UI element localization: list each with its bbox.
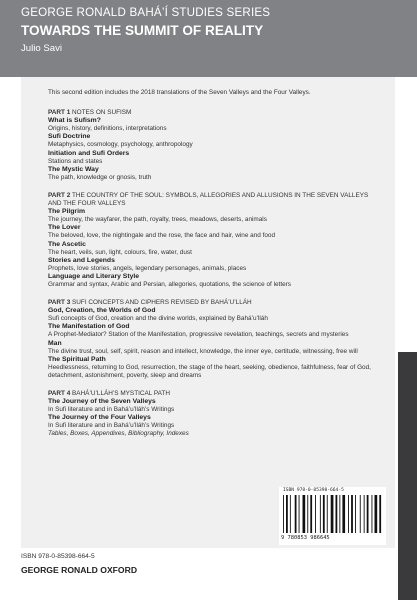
- barcode-box: [279, 487, 386, 545]
- part-heading: [48, 192, 383, 208]
- entry-description: Heedlessness, returning to God, resurrection, the stage of the heart, seeking, obedience, faithfulness, fear of God, detachment, astonishment, poverty, sleep and dreams: [48, 363, 371, 379]
- part-heading: [48, 299, 383, 307]
- book-title: TOWARDS THE SUMMIT OF REALITY: [21, 23, 264, 38]
- back-matter-note: Tables, Boxes, Appendixes, Bibliography, Indexes: [48, 430, 189, 438]
- entry-description: Grammar and syntax, Arabic and Persian, allegories, quotations, the science of letters: [48, 280, 291, 288]
- part-title: BAHÁ’U’LLÁH’S MYSTICAL PATH: [72, 390, 170, 397]
- entry-description: The path, knowledge or gnosis, truth: [48, 173, 152, 181]
- author-name: Julio Savi: [21, 43, 63, 54]
- cover-header-band: [0, 0, 417, 77]
- part-section: [48, 109, 383, 182]
- part-section: [48, 299, 383, 380]
- part-heading: [48, 109, 383, 117]
- entry-description: In Sufi literature and in Bahá’u’lláh’s Writings: [48, 406, 175, 414]
- entry-title: The Ascetic: [48, 240, 86, 248]
- part-number: PART 3: [48, 299, 71, 307]
- entry-title: Man: [48, 339, 62, 347]
- entry-title: The Spiritual Path: [48, 355, 106, 363]
- isbn-text: ISBN 978-0-85398-664-5: [21, 553, 95, 560]
- entry-description: Stations and states: [48, 157, 103, 165]
- entry-title: Language and Literary Style: [48, 272, 140, 280]
- part-number: PART 4: [48, 390, 71, 397]
- entry-title: God, Creation, the Worlds of God: [48, 307, 156, 315]
- entry-title: The Manifestation of God: [48, 323, 130, 331]
- part-title: SUFI CONCEPTS AND CIPHERS REVISED BY BAHÁ’U’LLÁH: [72, 299, 252, 307]
- entry-description: Prophets, love stories, angels, legendary personages, animals, places: [48, 264, 247, 272]
- part-number: PART 1: [48, 109, 71, 117]
- entry-description: Sufi concepts of God, creation and the divine worlds, explained by Bahá’u’lláh: [48, 315, 268, 323]
- entry-title: The Lover: [48, 224, 81, 232]
- part-title: NOTES ON SUFISM: [72, 109, 132, 117]
- part-number: PART 2: [48, 191, 71, 199]
- entry-title: The Pilgrim: [48, 208, 86, 216]
- part-section: [48, 390, 383, 430]
- entry-title: Stories and Legends: [48, 256, 115, 264]
- entry-description: In Sufi literature and in Bahá’u’lláh’s Writings: [48, 422, 175, 430]
- entry-description: Origins, history, definitions, interpretations: [48, 125, 167, 133]
- entry-title: Sufi Doctrine: [48, 133, 91, 141]
- spine-edge-bar: [398, 352, 417, 600]
- entry-description: Metaphysics, cosmology, psychology, anthropology: [48, 141, 193, 149]
- entry-title: The Mystic Way: [48, 165, 99, 173]
- barcode-icon: [283, 495, 382, 533]
- entry-title: What is Sufism?: [48, 117, 101, 125]
- entry-description: The heart, veils, sun, light, colours, fire, water, dust: [48, 248, 192, 256]
- entry-description: The beloved, love, the nightingale and the rose, the face and hair, wine and food: [48, 232, 276, 240]
- part-heading: [48, 390, 383, 398]
- entry-description: The journey, the wayfarer, the path, royalty, trees, meadows, deserts, animals: [48, 216, 267, 224]
- part-section: [48, 192, 383, 289]
- barcode-number: 9 780853 986645: [281, 535, 330, 541]
- contents-text: [48, 89, 383, 439]
- entry-title: Initiation and Sufi Orders: [48, 149, 130, 157]
- publisher-name: GEORGE RONALD OXFORD: [21, 565, 138, 575]
- entry-title: The Journey of the Seven Valleys: [48, 398, 156, 406]
- entry-description: A Prophet-Mediator? Station of the Manifestation, progressive revelation, teachings, secrets and mysteries: [48, 331, 349, 339]
- entry-description: The divine trust, soul, self, spirit, reason and intellect, knowledge, the inner eye, certitude, witnessing, free will: [48, 347, 358, 355]
- part-title: THE COUNTRY OF THE SOUL: SYMBOLS, ALLEGORIES AND ALLUSIONS IN THE SEVEN VALLEYS AND THE FOUR VALLEYS: [48, 191, 369, 208]
- series-title: GEORGE RONALD BAHÁ’Í STUDIES SERIES: [21, 6, 271, 19]
- entry-title: The Journey of the Four Valleys: [48, 414, 151, 422]
- barcode-isbn: ISBN 978-0-85398-664-5: [283, 488, 344, 493]
- intro-text: This second edition includes the 2018 translations of the Seven Valleys and the Four Valleys.: [48, 89, 311, 96]
- parts-list: [48, 109, 383, 430]
